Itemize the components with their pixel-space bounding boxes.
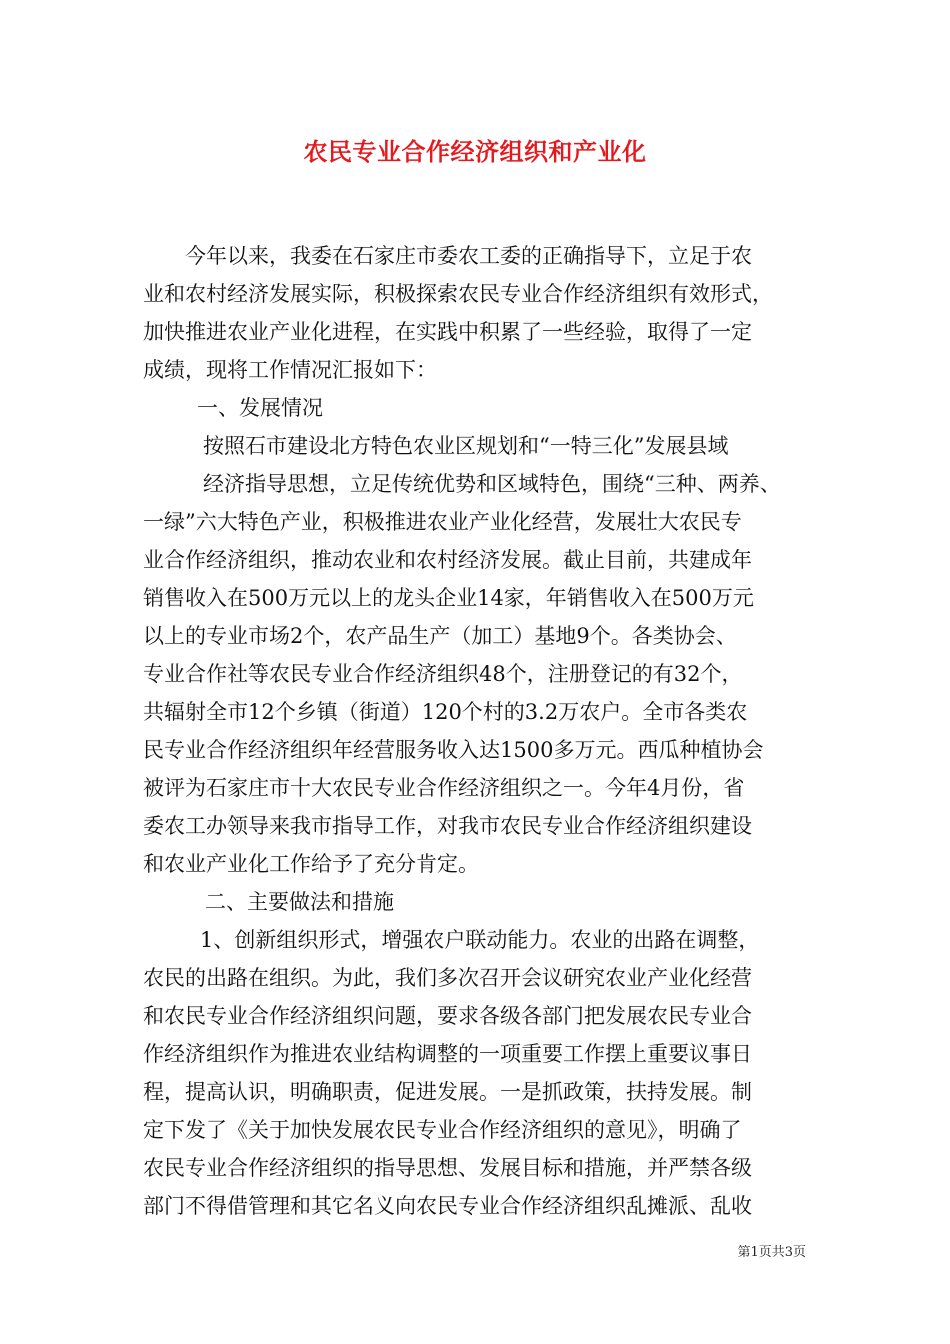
- paragraph-line: 定下发了《关于加快发展农民专业合作经济组织的意见》，明确了: [143, 1118, 742, 1142]
- paragraph-line: 加快推进农业产业化进程，在实践中积累了一些经验，取得了一定: [143, 320, 752, 344]
- paragraph-line: 成绩，现将工作情况汇报如下：: [143, 358, 437, 382]
- paragraph-line: 业合作经济组织，推动农业和农村经济发展。截止目前，共建成年: [143, 548, 752, 572]
- paragraph-line: 农民的出路在组织。为此，我们多次召开会议研究农业产业化经营: [143, 966, 752, 990]
- paragraph-line: 销售收入在500万元以上的龙头企业14家，年销售收入在500万元: [143, 586, 754, 610]
- paragraph-line: 部门不得借管理和其它名义向农民专业合作经济组织乱摊派、乱收: [143, 1194, 752, 1218]
- paragraph-line: 专业合作社等农民专业合作经济组织48个，注册登记的有32个，: [143, 662, 743, 686]
- paragraph-line: 民专业合作经济组织年经营服务收入达1500多万元。西瓜种植协会: [143, 738, 764, 762]
- section-heading: 一、发展情况: [197, 396, 323, 420]
- paragraph-line: 农民专业合作经济组织的指导思想、发展目标和措施，并严禁各级: [143, 1156, 752, 1180]
- section-heading: 二、主要做法和措施: [205, 890, 394, 914]
- paragraph-line: 一绿”六大特色产业，积极推进农业产业化经营，发展壮大农民专: [143, 510, 742, 534]
- paragraph-line: 和农民专业合作经济组织问题，要求各级各部门把发展农民专业合: [143, 1004, 752, 1028]
- page-number: 第1页共3页: [737, 1245, 806, 1260]
- document-title: 农民专业合作经济组织和产业化: [303, 137, 647, 166]
- paragraph-line: 共辐射全市12个乡镇（街道）120个村的3.2万农户。全市各类农: [143, 700, 748, 724]
- paragraph-line: 程，提高认识，明确职责，促进发展。一是抓政策，扶持发展。制: [143, 1080, 752, 1104]
- paragraph-line: 1、创新组织形式，增强农户联动能力。农业的出路在调整，: [200, 928, 760, 952]
- paragraph-line: 和农业产业化工作给予了充分肯定。: [143, 852, 479, 876]
- paragraph-line: 业和农村经济发展实际，积极探索农民专业合作经济组织有效形式，: [143, 282, 773, 306]
- document-body: [143, 237, 811, 1225]
- paragraph-line: 委农工办领导来我市指导工作，对我市农民专业合作经济组织建设: [143, 814, 752, 838]
- paragraph-line: 作经济组织作为推进农业结构调整的一项重要工作摆上重要议事日: [143, 1042, 752, 1066]
- paragraph-line: 经济指导思想，立足传统优势和区域特色，围绕“三种、两养、: [203, 472, 781, 496]
- paragraph-line: 今年以来，我委在石家庄市委农工委的正确指导下，立足于农: [185, 244, 752, 268]
- paragraph-line: 按照石市建设北方特色农业区规划和“一特三化”发展县域: [203, 434, 729, 458]
- paragraph-line: 被评为石家庄市十大农民专业合作经济组织之一。今年4月份，省: [143, 776, 745, 800]
- paragraph-line: 以上的专业市场2个，农产品生产（加工）基地9个。各类协会、: [143, 624, 737, 648]
